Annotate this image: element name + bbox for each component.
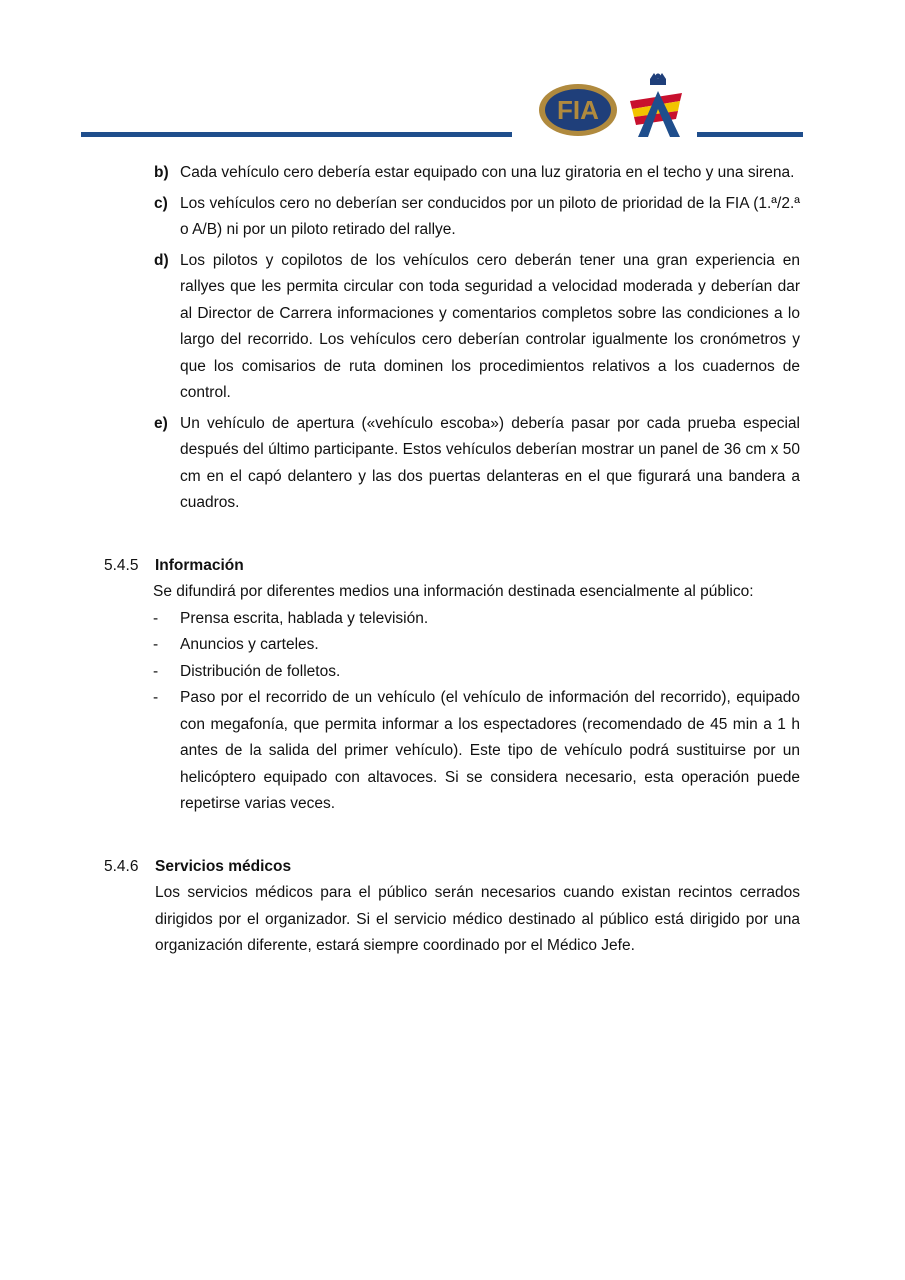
bullet-text: Anuncios y carteles. xyxy=(180,636,319,653)
list-item-marker: e) xyxy=(154,414,168,432)
section-heading-servicios-medicos xyxy=(104,854,905,881)
bullet-item xyxy=(153,606,800,633)
list-item xyxy=(154,248,800,407)
section-intro: Se difundirá por diferentes medios una información destinada esencialmente al público: xyxy=(153,583,754,600)
list-item-marker: d) xyxy=(154,251,169,269)
section-heading-informacion xyxy=(104,553,905,580)
list-item-marker: c) xyxy=(154,194,168,212)
bullet-dash: - xyxy=(153,689,159,706)
bullet-text: Prensa escrita, hablada y televisión. xyxy=(180,609,429,627)
section-title: Información xyxy=(155,556,244,574)
bullet-item xyxy=(153,632,800,659)
fia-logo xyxy=(537,82,619,138)
list-item-text: Un vehículo de apertura («vehículo escoba») debería pasar por cada prueba especial después del último participante. Estos vehículos deberían mostrar un panel de 36 cm x 50 cm en el capó delantero y las dos puertas delanteras en el que figurará una bandera a cuadros. xyxy=(180,414,800,511)
list-item xyxy=(154,411,800,517)
bullet-text: Paso por el recorrido de un vehículo (el vehículo de información del recorrido), equipado con megafonía, que permita informar a los espectadores (recomendado de 45 min a 1 h antes de la salida del primer vehículo). Este tipo de vehículo podrá sustituirse por un helicóptero equipado con altavoces. Si se considera necesario, esta operación puede repetirse varias veces. xyxy=(180,689,800,812)
section-number: 5.4.6 xyxy=(104,857,139,875)
section-title: Servicios médicos xyxy=(155,857,292,875)
list-item-text: Cada vehículo cero debería estar equipado con una luz giratoria en el techo y una sirena. xyxy=(180,164,795,181)
section-paragraph: Los servicios médicos para el público serán necesarios cuando existan recintos cerrados dirigidos por el organizador. Si el servicio médico destinado al público está dirigido por una organización diferente, estará siempre coordinado por el Médico Jefe. xyxy=(155,884,800,954)
fia-logo-text: FIA xyxy=(557,95,599,125)
bullet-dash: - xyxy=(153,609,159,627)
list-item-text: Los pilotos y copilotos de los vehículos cero deberán tener una gran experiencia en rallyes que les permita circular con toda seguridad a velocidad moderada y deberían dar al Director de Carrera informaciones y comentarios completos sobre las condiciones a lo largo del recorrido. Los vehículos cero deberían controlar igualmente los cronómetros y que los comisarios de ruta dominen los procedimientos relativos a los cuadernos de control. xyxy=(180,251,800,401)
rfeda-logo xyxy=(624,71,690,139)
list-item xyxy=(154,191,800,244)
bullet-text: Distribución de folletos. xyxy=(180,662,341,680)
header-rule-left xyxy=(81,132,512,137)
list-item xyxy=(154,160,800,187)
header-rule-right xyxy=(697,132,803,137)
bullet-item xyxy=(153,685,800,818)
list-item-marker: b) xyxy=(154,164,169,181)
bullet-item xyxy=(153,659,800,686)
bullet-dash: - xyxy=(153,636,159,653)
page-content xyxy=(0,160,905,960)
list-item-text: Los vehículos cero no deberían ser conducidos por un piloto de prioridad de la FIA (1.ª/2.ª o A/B) ni por un piloto retirado del rallye. xyxy=(180,194,800,238)
bullet-dash: - xyxy=(153,662,159,680)
section-number: 5.4.5 xyxy=(104,556,139,574)
